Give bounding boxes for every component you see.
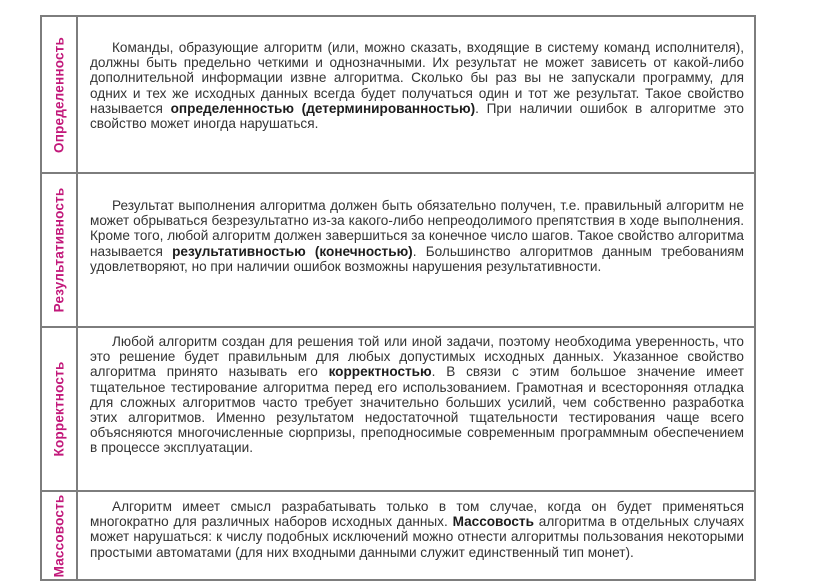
row-label-correctness: Корректность <box>51 361 67 457</box>
table-row-correctness <box>42 328 754 492</box>
description-text: . В связи с этим большое значение имеет тщательное тестирование алгоритма перед его использованием. Грамотная и всесторонняя отладка для сложных алгоритмов часто требует значительно больших усилий, чем собственно разработка этих алгоритмов. Именно результатом недостаточной тщательности тестирования чаще всего объясняются многочисленные сюрпризы, преподносимые современным программным обеспечением в процессе эксплуатации. <box>90 364 744 456</box>
row-label-effectiveness: Результативность <box>51 187 67 313</box>
table-row-effectiveness <box>42 174 754 328</box>
row-description-effectiveness <box>90 198 744 274</box>
table-row-generality <box>42 492 754 579</box>
description-text: Команды, образующие алгоритм (или, можно сказать, входящие в систему команд исполнителя), должны быть предельно четкими и однозначными. Их результат не может зависеть от какой-либо дополнительной информации извне алгоритма. Сколько бы раз вы не запускали программу, для одних и тех же исходных данных всегда будет получаться один и тот же результат. Такое свойство называется <box>90 40 744 116</box>
description-term: определенностью (детерминированностью) <box>170 100 476 116</box>
description-text: Алгоритм имеет смысл разрабатывать только в том случае, когда он будет применяться многократно для различных наборов исходных данных. <box>90 499 744 530</box>
algorithm-properties-table <box>40 15 756 581</box>
description-term: Массовость <box>452 514 534 530</box>
description-term: корректностью <box>328 364 432 380</box>
description-text: Результат выполнения алгоритма должен быть обязательно получен, т.е. правильный алгоритм не может обрываться безрезультатно из-за какого-либо непреодолимого препятствия в ходе выполнения. Кроме того, любой алгоритм должен завершиться за конечное число шагов. Такое свойство алгоритма называется <box>90 198 744 259</box>
description-text: алгоритма в отдельных случаях может нарушаться: к числу подобных исключений можно отнести алгоритмы пользования некоторыми простыми автоматами (для них входными данными служит единственный тип монет). <box>90 514 744 560</box>
row-description-generality <box>90 499 744 560</box>
description-term: результативностью (конечностью) <box>172 243 413 259</box>
table-row-determinism <box>42 17 754 174</box>
row-label-determinism: Определенность <box>51 36 67 153</box>
row-label-generality: Массовость <box>51 494 67 577</box>
description-text: . При наличии ошибок в алгоритме это свойство может иногда нарушаться. <box>90 100 744 132</box>
description-text: Любой алгоритм создан для решения той или иной задачи, поэтому необходима уверенность, что это решение будет правильным для любых допустимых исходных данных. Указанное свойство алгоритма принято называть его <box>90 334 744 380</box>
row-label-cell <box>42 328 78 490</box>
row-label-cell <box>42 17 78 172</box>
row-description-determinism <box>90 40 744 131</box>
row-description-correctness <box>90 334 744 456</box>
row-label-cell <box>42 492 78 579</box>
description-text: . Большинство алгоритмов данным требованиям удовлетворяют, но при наличии ошибок возможны нарушения результативности. <box>90 243 745 274</box>
row-label-cell <box>42 174 78 326</box>
